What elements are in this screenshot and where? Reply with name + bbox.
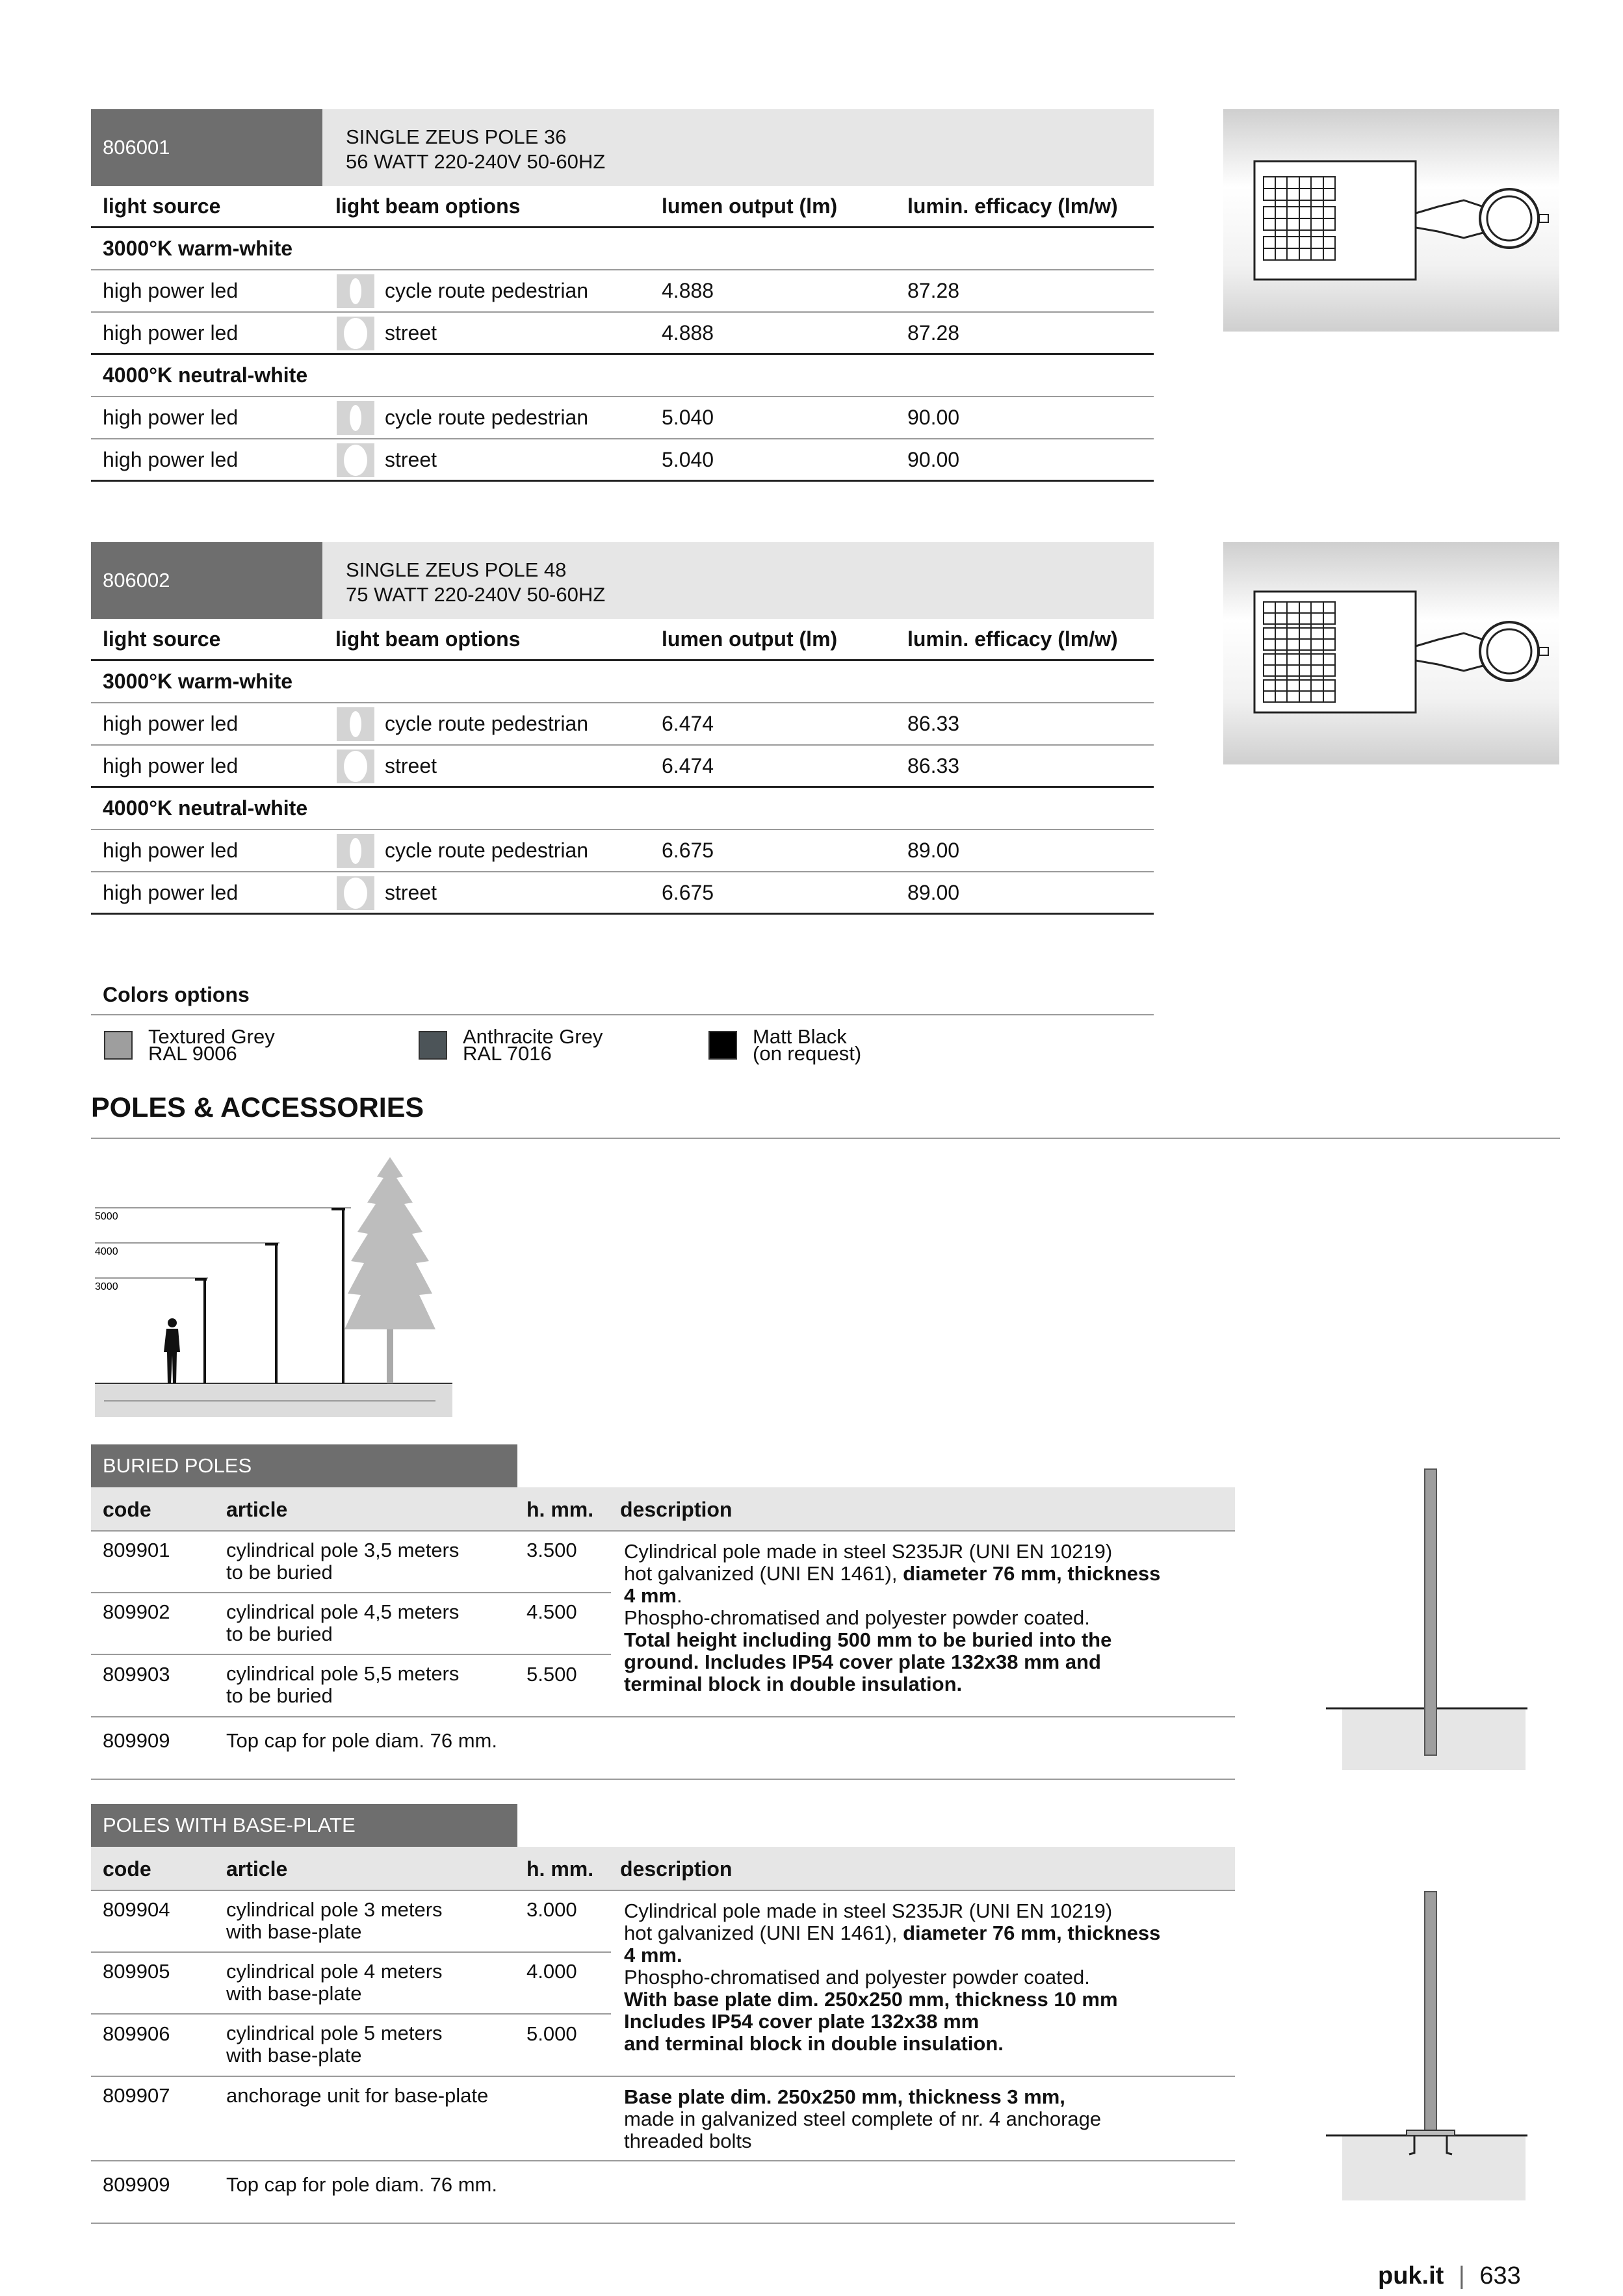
cell-efficacy: 87.28: [907, 320, 960, 345]
color-label: [148, 1025, 275, 1065]
group-label: 3000°K warm-white: [103, 237, 293, 260]
cell-lumen: 6.675: [662, 880, 714, 904]
page-number: 633: [1479, 2262, 1521, 2289]
desc-line: Cylindrical pole made in steel S235JR (UNI EN 10219): [624, 1899, 1113, 1922]
color-label: [463, 1025, 603, 1065]
cell-code: 809904: [103, 1898, 170, 1921]
cell-lumen: 5.040: [662, 447, 714, 471]
cell-article: Top cap for pole diam. 76 mm.: [226, 2173, 497, 2196]
wide-beam-icon: [337, 317, 374, 350]
table-row: [91, 1532, 611, 1593]
cell-lumen: 6.675: [662, 839, 714, 862]
cell-code: 809906: [103, 2022, 170, 2045]
desc-line: Base plate dim. 250x250 mm, thickness 3 mm,: [624, 2085, 1065, 2108]
col-lumen: lumen output (lm): [662, 627, 838, 651]
product-title: [322, 109, 1154, 186]
divider: [91, 1014, 1154, 1015]
table-row: [91, 872, 1154, 915]
cell-article-2: with base-plate: [226, 1920, 362, 1943]
cell-source: high power led: [103, 406, 239, 429]
product-name: SINGLE ZEUS POLE 48: [346, 558, 567, 581]
cell-beam: street: [385, 447, 437, 471]
table-row: [91, 2015, 611, 2076]
cell-efficacy: 89.00: [907, 880, 960, 904]
narrow-beam-icon: [337, 274, 374, 308]
desc-line: 4 mm.: [624, 1944, 682, 1966]
product-name: SINGLE ZEUS POLE 36: [346, 125, 567, 148]
wide-beam-icon: [337, 876, 374, 910]
cell-lumen: 4.888: [662, 279, 714, 302]
cell-article-2: with base-plate: [226, 2044, 362, 2067]
desc-line: [624, 1585, 1222, 1607]
table-row: [91, 1593, 611, 1655]
product-title: [322, 542, 1154, 619]
lamp-48-led-drawing: [1223, 542, 1559, 764]
col-light-source: light source: [103, 194, 221, 218]
table-row: [91, 2077, 1235, 2161]
table-title: BURIED POLES: [91, 1444, 517, 1487]
desc-line: With base plate dim. 250x250 mm, thickness 10 mm: [624, 1988, 1118, 2011]
cell-lumen: 6.474: [662, 712, 714, 735]
cell-article-2: to be buried: [226, 1561, 333, 1584]
cell-beam: cycle route pedestrian: [385, 279, 589, 302]
cell-lumen: 6.474: [662, 753, 714, 777]
swatch-anthracite-grey: [419, 1031, 447, 1060]
cell-source: high power led: [103, 880, 239, 904]
color-name: Anthracite Grey: [463, 1025, 603, 1048]
desc-line: [624, 1922, 1222, 1944]
wide-beam-icon: [337, 443, 374, 477]
col-article: article: [226, 1857, 288, 1881]
column-header-row: [91, 1487, 1235, 1532]
desc-line: ground. Includes IP54 cover plate 132x38 mm and: [624, 1650, 1101, 1673]
desc-line: Total height including 500 mm to be buried into the: [624, 1628, 1112, 1651]
desc-line: Phospho-chromatised and polyester powder coated.: [624, 1606, 1090, 1629]
cell-source: high power led: [103, 320, 239, 345]
table-row: [91, 439, 1154, 482]
desc-line: [624, 1563, 1222, 1585]
color-sub: RAL 9006: [148, 1042, 237, 1065]
height-label-5000: 5000: [95, 1211, 118, 1222]
cell-height: 5.000: [526, 2022, 577, 2045]
product-power: 75 WATT 220-240V 50-60HZ: [346, 583, 606, 606]
column-header-row: [91, 619, 1154, 661]
cell-beam: street: [385, 880, 437, 904]
cell-code: 809902: [103, 1600, 170, 1623]
buried-pole-drawing: [1326, 1463, 1534, 1775]
baseplate-poles-table: [91, 1804, 1235, 2224]
baseplate-pole-drawing: [1326, 1885, 1534, 2204]
desc-bold: diameter 76 mm, thickness: [903, 1922, 1161, 1944]
cell-height: 5.500: [526, 1663, 577, 1686]
cell-efficacy: 86.33: [907, 753, 960, 777]
section-title: POLES & ACCESSORIES: [91, 1092, 424, 1123]
cell-lumen: 5.040: [662, 406, 714, 429]
colors-title: Colors options: [103, 983, 250, 1006]
group-row: [91, 788, 1154, 830]
desc-line: and terminal block in double insulation.: [624, 2032, 1004, 2055]
cell-article: cylindrical pole 3,5 meters: [226, 1539, 460, 1561]
cell-article-2: with base-plate: [226, 1982, 362, 2005]
col-code: code: [103, 1857, 151, 1881]
col-efficacy: lumin. efficacy (lm/w): [907, 627, 1118, 651]
table-row: [91, 703, 1154, 746]
pole-description: [624, 1541, 1222, 1695]
buried-poles-table: [91, 1444, 1235, 1780]
table-row: [91, 1891, 611, 1953]
cell-beam: street: [385, 320, 437, 345]
cell-efficacy: 86.33: [907, 712, 960, 735]
cell-beam: cycle route pedestrian: [385, 712, 589, 735]
cell-code: 809909: [103, 2173, 170, 2196]
narrow-beam-icon: [337, 401, 374, 435]
col-height: h. mm.: [526, 1857, 594, 1881]
col-efficacy: lumin. efficacy (lm/w): [907, 194, 1118, 218]
color-sub: RAL 7016: [463, 1042, 552, 1065]
desc-bold: 4 mm: [624, 1584, 677, 1607]
desc-bold: diameter 76 mm, thickness: [903, 1562, 1161, 1585]
col-description: description: [620, 1857, 733, 1881]
cell-efficacy: 90.00: [907, 447, 960, 471]
group-label: 4000°K neutral-white: [103, 796, 308, 820]
color-label: [753, 1025, 862, 1065]
cell-height: 3.000: [526, 1898, 577, 1921]
cell-article-2: to be buried: [226, 1684, 333, 1707]
pole-description: [624, 1900, 1222, 2055]
desc-line: Phospho-chromatised and polyester powder coated.: [624, 1966, 1090, 1989]
product-table-806002: [91, 542, 1154, 915]
cell-article: cylindrical pole 5,5 meters: [226, 1662, 460, 1685]
cell-efficacy: 89.00: [907, 839, 960, 862]
desc-line: threaded bolts: [624, 2130, 752, 2152]
rows-group: [91, 1891, 1235, 2077]
desc-line: Includes IP54 cover plate 132x38 mm: [624, 2010, 980, 2033]
product-code: 806002: [91, 542, 322, 619]
desc-line: terminal block in double insulation.: [624, 1673, 963, 1695]
col-height: h. mm.: [526, 1498, 594, 1521]
group-label: 4000°K neutral-white: [103, 363, 308, 387]
narrow-beam-icon: [337, 707, 374, 741]
col-light-beam: light beam options: [335, 627, 521, 651]
cell-source: high power led: [103, 839, 239, 862]
col-article: article: [226, 1498, 288, 1521]
group-label: 3000°K warm-white: [103, 670, 293, 693]
table-row: [91, 2161, 1235, 2224]
column-header-row: [91, 186, 1154, 228]
product-table-806001: [91, 109, 1154, 482]
cell-source: high power led: [103, 447, 239, 471]
page-footer: [1378, 2262, 1521, 2290]
footer-separator: |: [1458, 2262, 1465, 2289]
wide-beam-icon: [337, 750, 374, 783]
desc-text: .: [676, 1584, 682, 1607]
cell-height: 4.500: [526, 1600, 577, 1623]
cell-efficacy: 90.00: [907, 406, 960, 429]
cell-code: 809907: [103, 2084, 170, 2107]
table-row: [91, 397, 1154, 439]
cell-beam: cycle route pedestrian: [385, 839, 589, 862]
cell-beam: cycle route pedestrian: [385, 406, 589, 429]
narrow-beam-icon: [337, 834, 374, 868]
cell-height: 4.000: [526, 1960, 577, 1983]
table-row: [91, 313, 1154, 355]
cell-code: 809901: [103, 1539, 170, 1561]
desc-text: hot galvanized (UNI EN 1461),: [624, 1562, 903, 1585]
cell-article: cylindrical pole 3 meters: [226, 1898, 443, 1921]
desc-line: made in galvanized steel complete of nr. 4 anchorage: [624, 2107, 1102, 2130]
group-row: [91, 661, 1154, 703]
swatch-textured-grey: [104, 1031, 133, 1060]
cell-code: 809903: [103, 1663, 170, 1686]
cell-height: 3.500: [526, 1539, 577, 1561]
swatch-matt-black: [708, 1031, 737, 1060]
table-row: [91, 1655, 611, 1716]
color-name: Matt Black: [753, 1025, 847, 1048]
table-row: [91, 1953, 611, 2015]
table-row: [91, 830, 1154, 872]
color-sub: (on request): [753, 1042, 862, 1065]
color-name: Textured Grey: [148, 1025, 275, 1048]
col-lumen: lumen output (lm): [662, 194, 838, 218]
product-power: 56 WATT 220-240V 50-60HZ: [346, 150, 606, 173]
cell-source: high power led: [103, 753, 239, 777]
desc-text: hot galvanized (UNI EN 1461),: [624, 1922, 903, 1944]
col-description: description: [620, 1498, 733, 1521]
cell-lumen: 4.888: [662, 320, 714, 345]
cell-code: 809909: [103, 1729, 170, 1752]
divider: [91, 1138, 1560, 1139]
cell-code: 809905: [103, 1960, 170, 1983]
table-title: POLES WITH BASE-PLATE: [91, 1804, 517, 1847]
cell-article: cylindrical pole 4,5 meters: [226, 1600, 460, 1623]
height-diagram: [91, 1157, 474, 1424]
rows-group: [91, 1532, 1235, 1717]
cell-beam: street: [385, 753, 437, 777]
desc-line: Cylindrical pole made in steel S235JR (UNI EN 10219): [624, 1540, 1113, 1563]
cell-source: high power led: [103, 279, 239, 302]
product-code: 806001: [91, 109, 322, 186]
cell-source: high power led: [103, 712, 239, 735]
brand-name: puk.it: [1378, 2262, 1444, 2289]
column-header-row: [91, 1847, 1235, 1891]
col-light-beam: light beam options: [335, 194, 521, 218]
cell-article-2: to be buried: [226, 1623, 333, 1645]
table-row: [91, 746, 1154, 788]
cell-efficacy: 87.28: [907, 279, 960, 302]
lamp-36-led-drawing: [1223, 109, 1559, 332]
group-row: [91, 355, 1154, 397]
cell-article: anchorage unit for base-plate: [226, 2084, 489, 2107]
table-row: [91, 1717, 1235, 1780]
table-row: [91, 270, 1154, 313]
cell-article: Top cap for pole diam. 76 mm.: [226, 1729, 497, 1752]
col-code: code: [103, 1498, 151, 1521]
group-row: [91, 228, 1154, 270]
col-light-source: light source: [103, 627, 221, 651]
anchor-description: [624, 2086, 1101, 2152]
height-label-3000: 3000: [95, 1281, 118, 1292]
cell-article: cylindrical pole 4 meters: [226, 1960, 443, 1983]
cell-article: cylindrical pole 5 meters: [226, 2022, 443, 2044]
height-label-4000: 4000: [95, 1246, 118, 1257]
